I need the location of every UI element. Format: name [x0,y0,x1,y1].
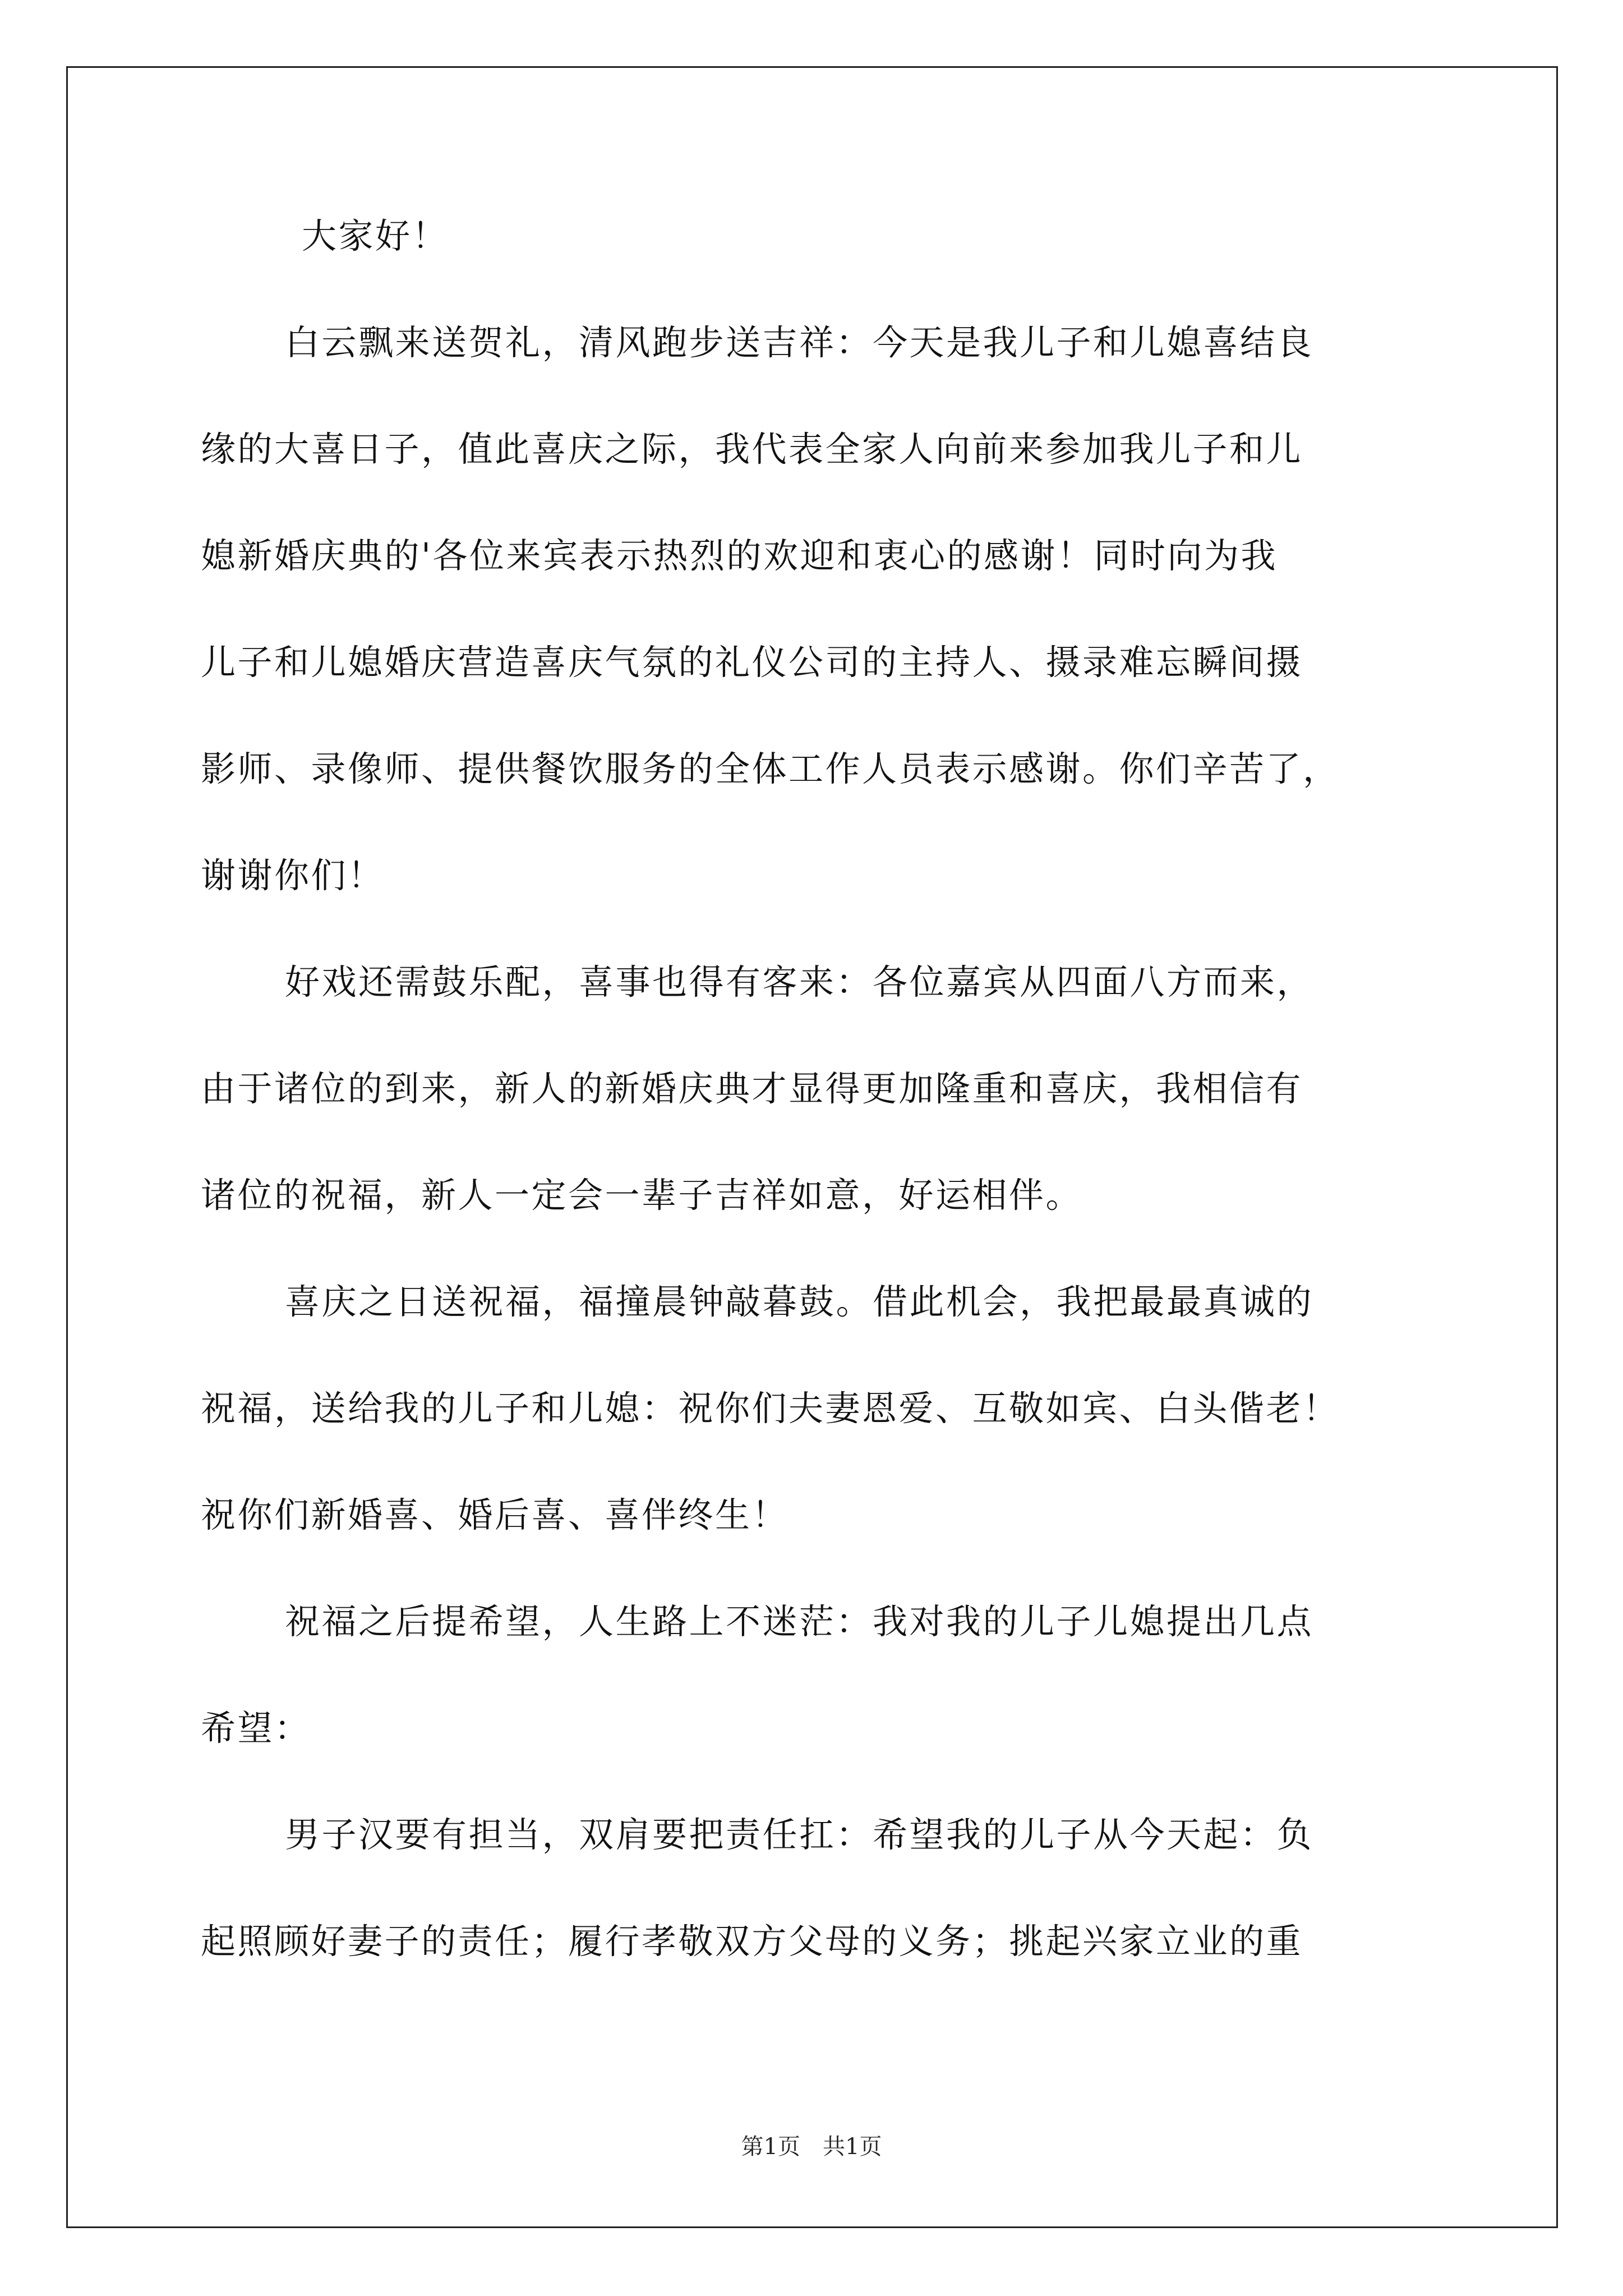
paragraph-line: 男子汉要有担当，双肩要把责任扛：希望我的儿子从今天起：负 [285,1814,1314,1855]
paragraph-line: 诸位的祝福，新人一定会一辈子吉祥如意，好运相伴。 [201,1175,1083,1216]
page-number-footer: 第1页 共1页 [741,2134,882,2160]
paragraph-line: 白云飘来送贺礼，清风跑步送吉祥：今天是我儿子和儿媳喜结良 [285,322,1314,363]
paragraph-line: 祝你们新婚喜、婚后喜、喜伴终生！ [201,1494,789,1535]
paragraph-line: 喜庆之日送祝福，福撞晨钟敲暮鼓。借此机会，我把最最真诚的 [285,1281,1314,1322]
paragraph-line: 缘的大喜日子，值此喜庆之际，我代表全家人向前来参加我儿子和儿 [201,429,1303,470]
paragraph-line: 祝福之后提希望，人生路上不迷茫：我对我的儿子儿媳提出几点 [285,1601,1314,1642]
page-frame [66,66,1558,2228]
paragraph-line: 谢谢你们！ [201,855,385,896]
paragraph-line: 希望： [201,1708,311,1749]
paragraph-line: 好戏还需鼓乐配，喜事也得有客来：各位嘉宾从四面八方而来， [285,961,1314,1002]
paragraph-line: 影师、录像师、提供餐饮服务的全体工作人员表示感谢。你们辛苦了， [201,748,1340,789]
greeting-line: 大家好！ [302,215,449,256]
paragraph-line: 祝福，送给我的儿子和儿媳：祝你们夫妻恩爱、互敬如宾、白头偕老！ [201,1388,1340,1429]
paragraph-line: 媳新婚庆典的'各位来宾表示热烈的欢迎和衷心的感谢！同时向为我 [201,535,1278,576]
paragraph-line: 起照顾好妻子的责任；履行孝敬双方父母的义务；挑起兴家立业的重 [201,1921,1303,1962]
paragraph-line: 儿子和儿媳婚庆营造喜庆气氛的礼仪公司的主持人、摄录难忘瞬间摄 [201,642,1303,683]
paragraph-line: 由于诸位的到来，新人的新婚庆典才显得更加隆重和喜庆，我相信有 [201,1068,1303,1109]
